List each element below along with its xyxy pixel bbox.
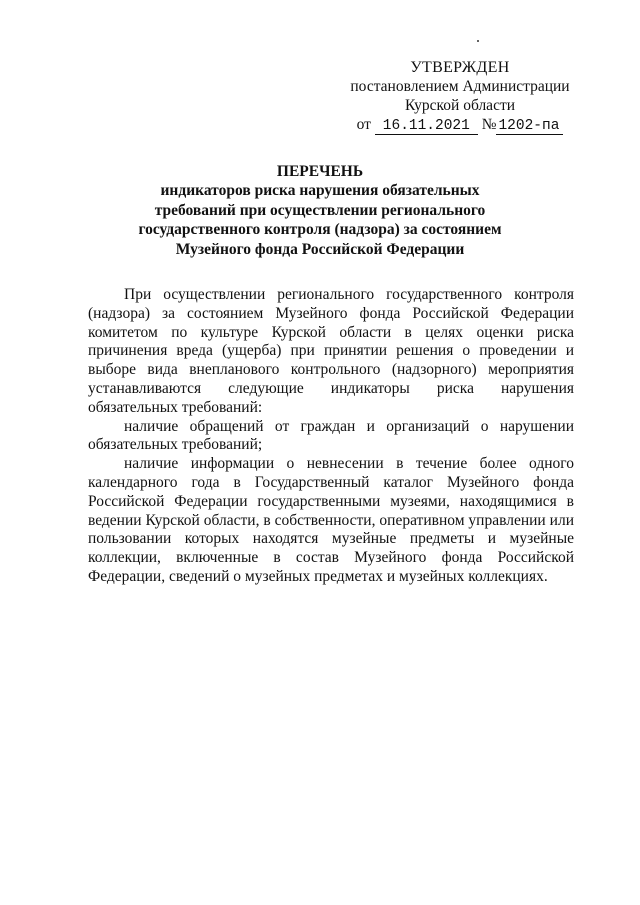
heading-line-4: Музейного фонда Российской Федерации	[175, 240, 465, 258]
body-paragraph-intro: При осуществлении регионального государственного контроля (надзора) за состоянием Музейного фонда Российской Федерации комитетом по культуре Курской области в целях оценки риска причинения вреда (ущерба) при принятии решения о проведении и выборе вида внепланового контрольного (надзорного) мероприятия устанавливаются следующие индикаторы риска нарушения обязательных требований:	[88, 286, 574, 416]
heading-line-3: государственного контроля (надзора) за состоянием	[138, 221, 502, 239]
approval-block	[340, 58, 580, 136]
document-heading	[100, 162, 540, 259]
heading-line-1: индикаторов риска нарушения обязательных	[160, 182, 480, 200]
approval-date-line	[340, 115, 580, 136]
body-paragraph-indicator-2: наличие информации о невнесении в течение более одного календарного года в Государственный каталог Музейного фонда Российской Федерации государственными музеями, находящимися в ведении Курской области, в собственности, оперативном управлении или пользовании которых находятся музейные предметы и музейные коллекции, включенные в состав Музейного фонда Российской Федерации, сведений о музейных предметах и музейных коллекциях.	[88, 455, 574, 585]
approval-line-1: постановлением Администрации	[350, 78, 570, 95]
scan-speck	[477, 40, 479, 42]
body-paragraph-indicator-1: наличие обращений от граждан и организаций о нарушении обязательных требований;	[88, 417, 574, 454]
heading-title: ПЕРЕЧЕНЬ	[276, 163, 364, 180]
approval-date: 16.11.2021	[375, 118, 478, 135]
number-prefix: №	[481, 116, 497, 133]
approval-title: УТВЕРЖДЕН	[410, 59, 510, 76]
approval-number: 1202-па	[496, 118, 563, 135]
date-prefix: от	[356, 116, 371, 133]
document-body	[88, 286, 574, 587]
approval-line-2: Курской области	[404, 97, 516, 114]
heading-line-2: требований при осуществлении регионального	[154, 201, 486, 219]
